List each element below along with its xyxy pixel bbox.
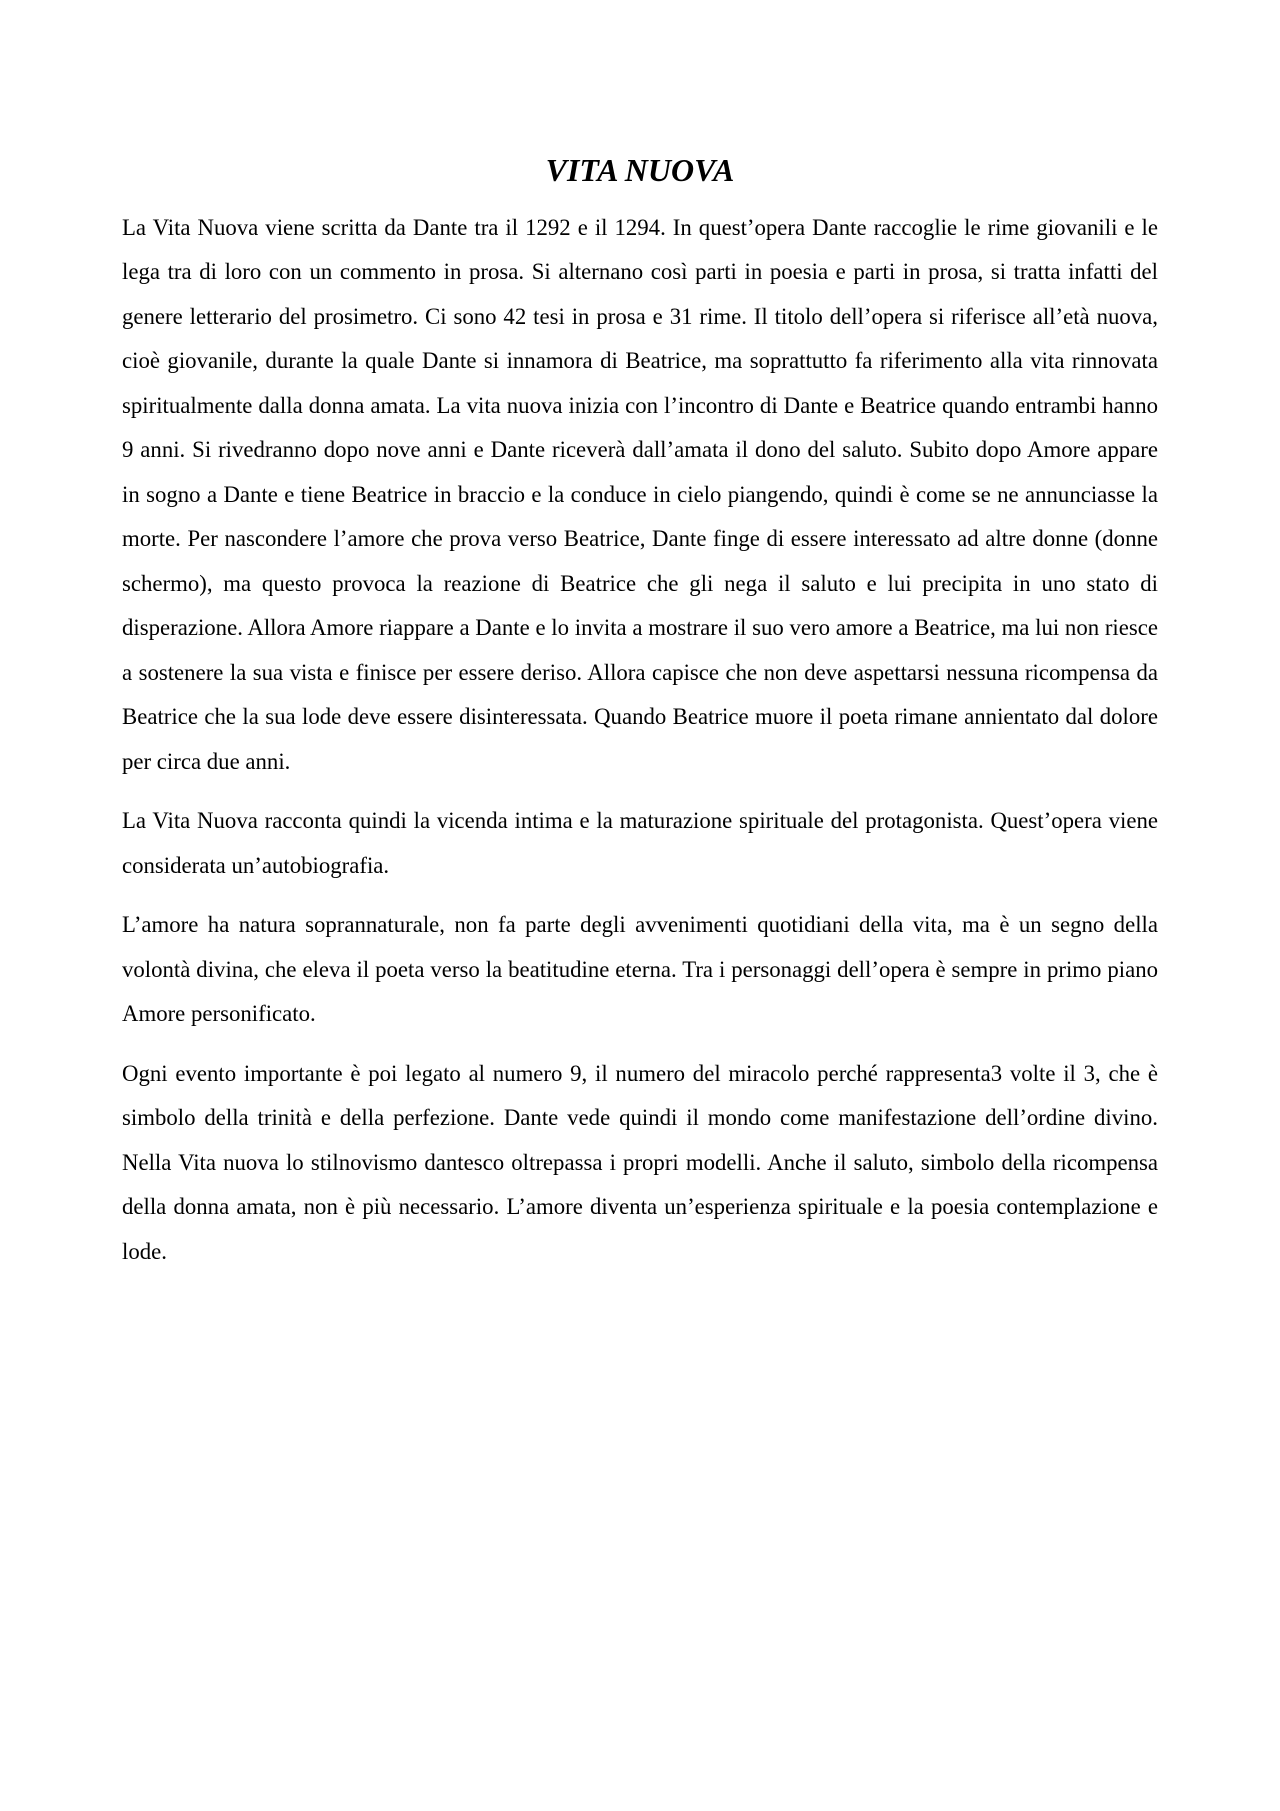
document-title: VITA NUOVA xyxy=(545,152,735,188)
document-body xyxy=(122,150,1158,1289)
paragraph-summary: La Vita Nuova racconta quindi la vicenda intima e la maturazione spirituale del protagonista. Quest’opera viene considerata un’autobiografia. xyxy=(122,808,1158,878)
paragraph-love-nature: L’amore ha natura soprannaturale, non fa parte degli avvenimenti quotidiani della vita, ma è un segno della volontà divina, che eleva il poeta verso la beatitudine eterna. Tra i personaggi dell’opera è sempre in primo piano Amore personificato. xyxy=(122,912,1158,1027)
paragraph-intro: La Vita Nuova viene scritta da Dante tra il 1292 e il 1294. In quest’opera Dante raccoglie le rime giovanili e le lega tra di loro con un commento in prosa. Si alternano così parti in poesia e parti in prosa, si tratta infatti del genere letterario del prosimetro. Ci sono 42 tesi in prosa e 31 rime. Il titolo dell’opera si riferisce all’età nuova, cioè giovanile, durante la quale Dante si innamora di Beatrice, ma soprattutto fa riferimento alla vita rinnovata spiritualmente dalla donna amata. La vita nuova inizia con l’incontro di Dante e Beatrice quando entrambi hanno 9 anni. Si rivedranno dopo nove anni e Dante riceverà dall’amata il dono del saluto. Subito dopo Amore appare in sogno a Dante e tiene Beatrice in braccio e la conduce in cielo piangendo, quindi è come se ne annunciasse la morte. Per nascondere l’amore che prova verso Beatrice, Dante finge di essere interessato ad altre donne (donne schermo), ma questo provoca la reazione di Beatrice che gli nega il saluto e lui precipita in uno stato di disperazione. Allora Amore riappare a Dante e lo invita a mostrare il suo vero amore a Beatrice, ma lui non riesce a sostenere la sua vista e finisce per essere deriso. Allora capisce che non deve aspettarsi nessuna ricompensa da Beatrice che la sua lode deve essere disinteressata. Quando Beatrice muore il poeta rimane annientato dal dolore per circa due anni. xyxy=(122,214,1158,774)
paragraph-number-nine: Ogni evento importante è poi legato al numero 9, il numero del miracolo perché rappresenta3 volte il 3, che è simbolo della trinità e della perfezione. Dante vede quindi il mondo come manifestazione dell’ordine divino. Nella Vita nuova lo stilnovismo dantesco oltrepassa i propri modelli. Anche il saluto, simbolo della ricompensa della donna amata, non è più necessario. L’amore diventa un’esperienza spirituale e la poesia contemplazione e lode. xyxy=(122,1060,1158,1264)
